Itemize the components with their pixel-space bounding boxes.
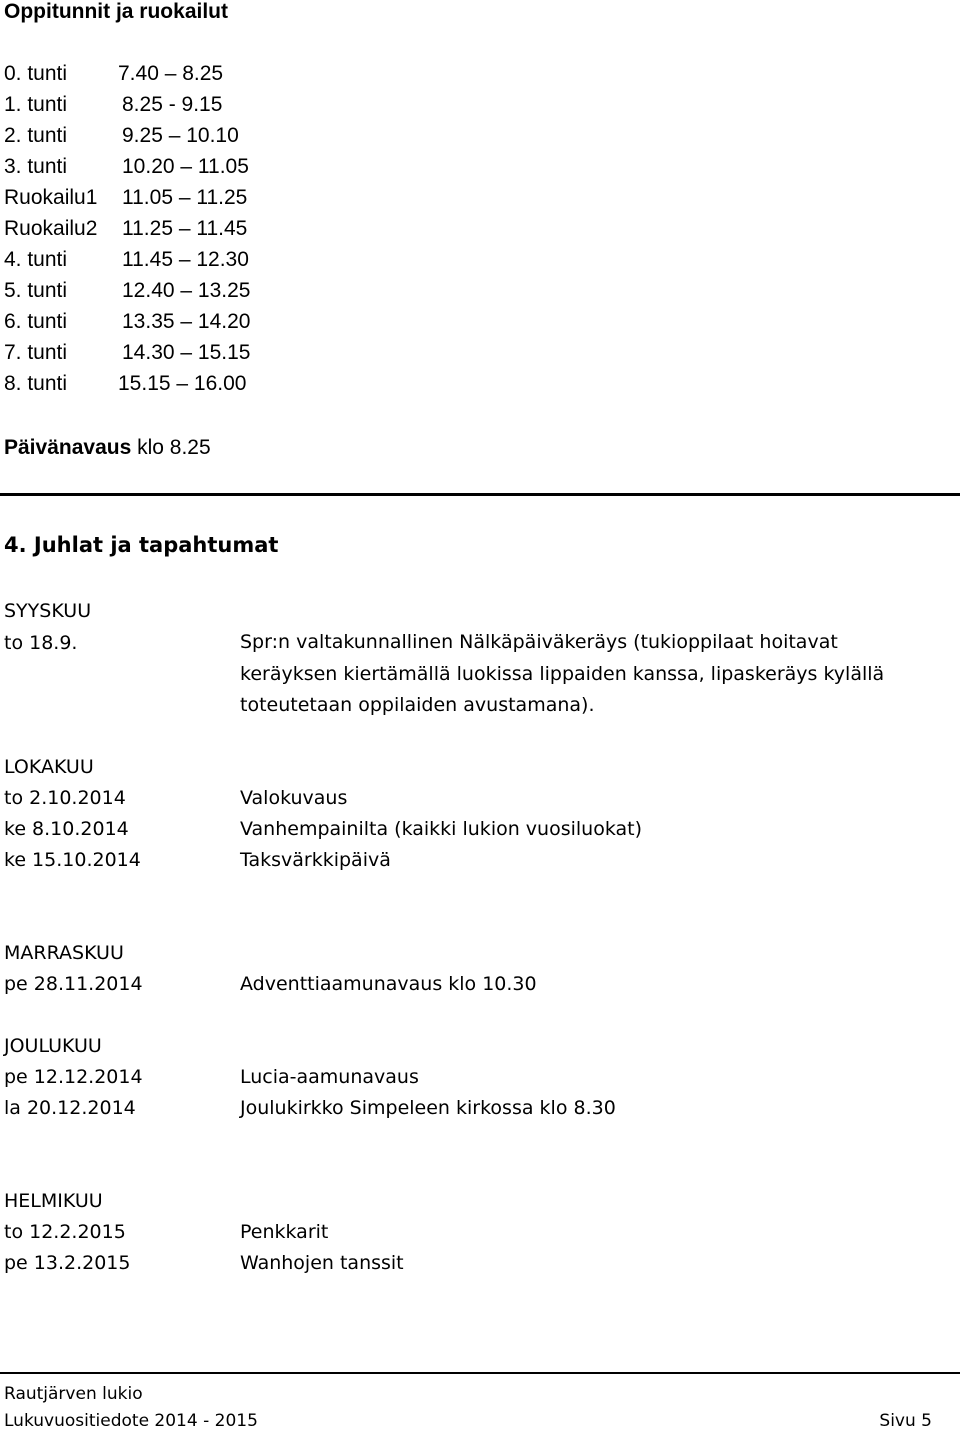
footer-divider [0, 1372, 960, 1374]
schedule-row [4, 186, 248, 210]
schedule-time: 14.30 – 15.15 [122, 341, 251, 364]
event-date: pe 28.11.2014 [4, 973, 143, 995]
schedule-label: 1. tunti [4, 93, 68, 116]
schedule-row [4, 341, 251, 365]
morning-assembly-note [4, 436, 211, 460]
month-heading-joulukuu: JOULUKUU [4, 1035, 102, 1057]
event-date: to 2.10.2014 [4, 787, 126, 809]
footer-page-number: Sivu 5 [879, 1411, 932, 1431]
schedule-time: 9.25 – 10.10 [122, 124, 239, 147]
schedule-row [4, 155, 249, 179]
morning-assembly-label: Päivänavaus [4, 436, 132, 459]
schedule-row [4, 62, 224, 86]
event-date: ke 8.10.2014 [4, 818, 129, 840]
event-description-line: toteutetaan oppilaiden avustamana). [240, 694, 595, 716]
event-description: Penkkarit [240, 1221, 329, 1243]
morning-assembly-time: klo 8.25 [131, 436, 211, 459]
event-description: Taksvärkkipäivä [240, 849, 391, 871]
event-date: pe 13.2.2015 [4, 1252, 131, 1274]
event-description: Joulukirkko Simpeleen kirkossa klo 8.30 [240, 1097, 616, 1119]
schedule-label: 0. tunti [4, 62, 68, 85]
schedule-time: 11.05 – 11.25 [122, 186, 248, 209]
month-heading-lokakuu: LOKAKUU [4, 756, 94, 778]
section-title: 4. Juhlat ja tapahtumat [4, 533, 279, 557]
schedule-time: 11.25 – 11.45 [122, 217, 248, 240]
schedule-title: Oppitunnit ja ruokailut [4, 0, 228, 23]
section-divider [0, 493, 960, 496]
event-date: pe 12.12.2014 [4, 1066, 143, 1088]
event-date: la 20.12.2014 [4, 1097, 136, 1119]
event-description [240, 627, 940, 722]
schedule-row [4, 93, 223, 117]
month-heading-syyskuu: SYYSKUU [4, 600, 92, 622]
schedule-label: 2. tunti [4, 124, 68, 147]
schedule-label: 3. tunti [4, 155, 68, 178]
footer-school: Rautjärven lukio [4, 1384, 143, 1404]
month-heading-helmikuu: HELMIKUU [4, 1190, 103, 1212]
event-description: Vanhempainilta (kaikki lukion vuosiluokat) [240, 818, 643, 840]
event-description: Lucia-aamunavaus [240, 1066, 419, 1088]
schedule-time: 13.35 – 14.20 [122, 310, 251, 333]
schedule-label: Ruokailu1 [4, 186, 98, 209]
schedule-time: 11.45 – 12.30 [122, 248, 249, 271]
schedule-time: 15.15 – 16.00 [118, 372, 247, 395]
event-description-line: Spr:n valtakunnallinen Nälkäpäiväkeräys (tukioppilaat hoitavat [240, 631, 838, 653]
schedule-label: Ruokailu2 [4, 217, 98, 240]
event-date: ke 15.10.2014 [4, 849, 141, 871]
event-description-line: keräyksen kiertämällä luokissa lippaiden kanssa, lipaskeräys kylällä [240, 662, 885, 685]
event-date: to 18.9. [4, 632, 78, 654]
schedule-time: 12.40 – 13.25 [122, 279, 251, 302]
schedule-time: 7.40 – 8.25 [118, 62, 224, 85]
schedule-row [4, 217, 248, 241]
event-description: Wanhojen tanssit [240, 1252, 404, 1274]
schedule-row [4, 248, 249, 272]
schedule-row [4, 124, 239, 148]
schedule-row [4, 372, 247, 396]
schedule-row [4, 279, 251, 303]
schedule-label: 7. tunti [4, 341, 68, 364]
schedule-time: 8.25 - 9.15 [122, 93, 223, 116]
schedule-label: 4. tunti [4, 248, 68, 271]
schedule-time: 10.20 – 11.05 [122, 155, 249, 178]
event-date: to 12.2.2015 [4, 1221, 126, 1243]
schedule-label: 6. tunti [4, 310, 68, 333]
footer-document-title: Lukuvuositiedote 2014 - 2015 [4, 1411, 258, 1431]
event-description: Adventtiaamunavaus klo 10.30 [240, 973, 537, 995]
schedule-label: 8. tunti [4, 372, 68, 395]
schedule-label: 5. tunti [4, 279, 68, 302]
month-heading-marraskuu: MARRASKUU [4, 942, 124, 964]
schedule-row [4, 310, 251, 334]
event-description: Valokuvaus [240, 787, 348, 809]
